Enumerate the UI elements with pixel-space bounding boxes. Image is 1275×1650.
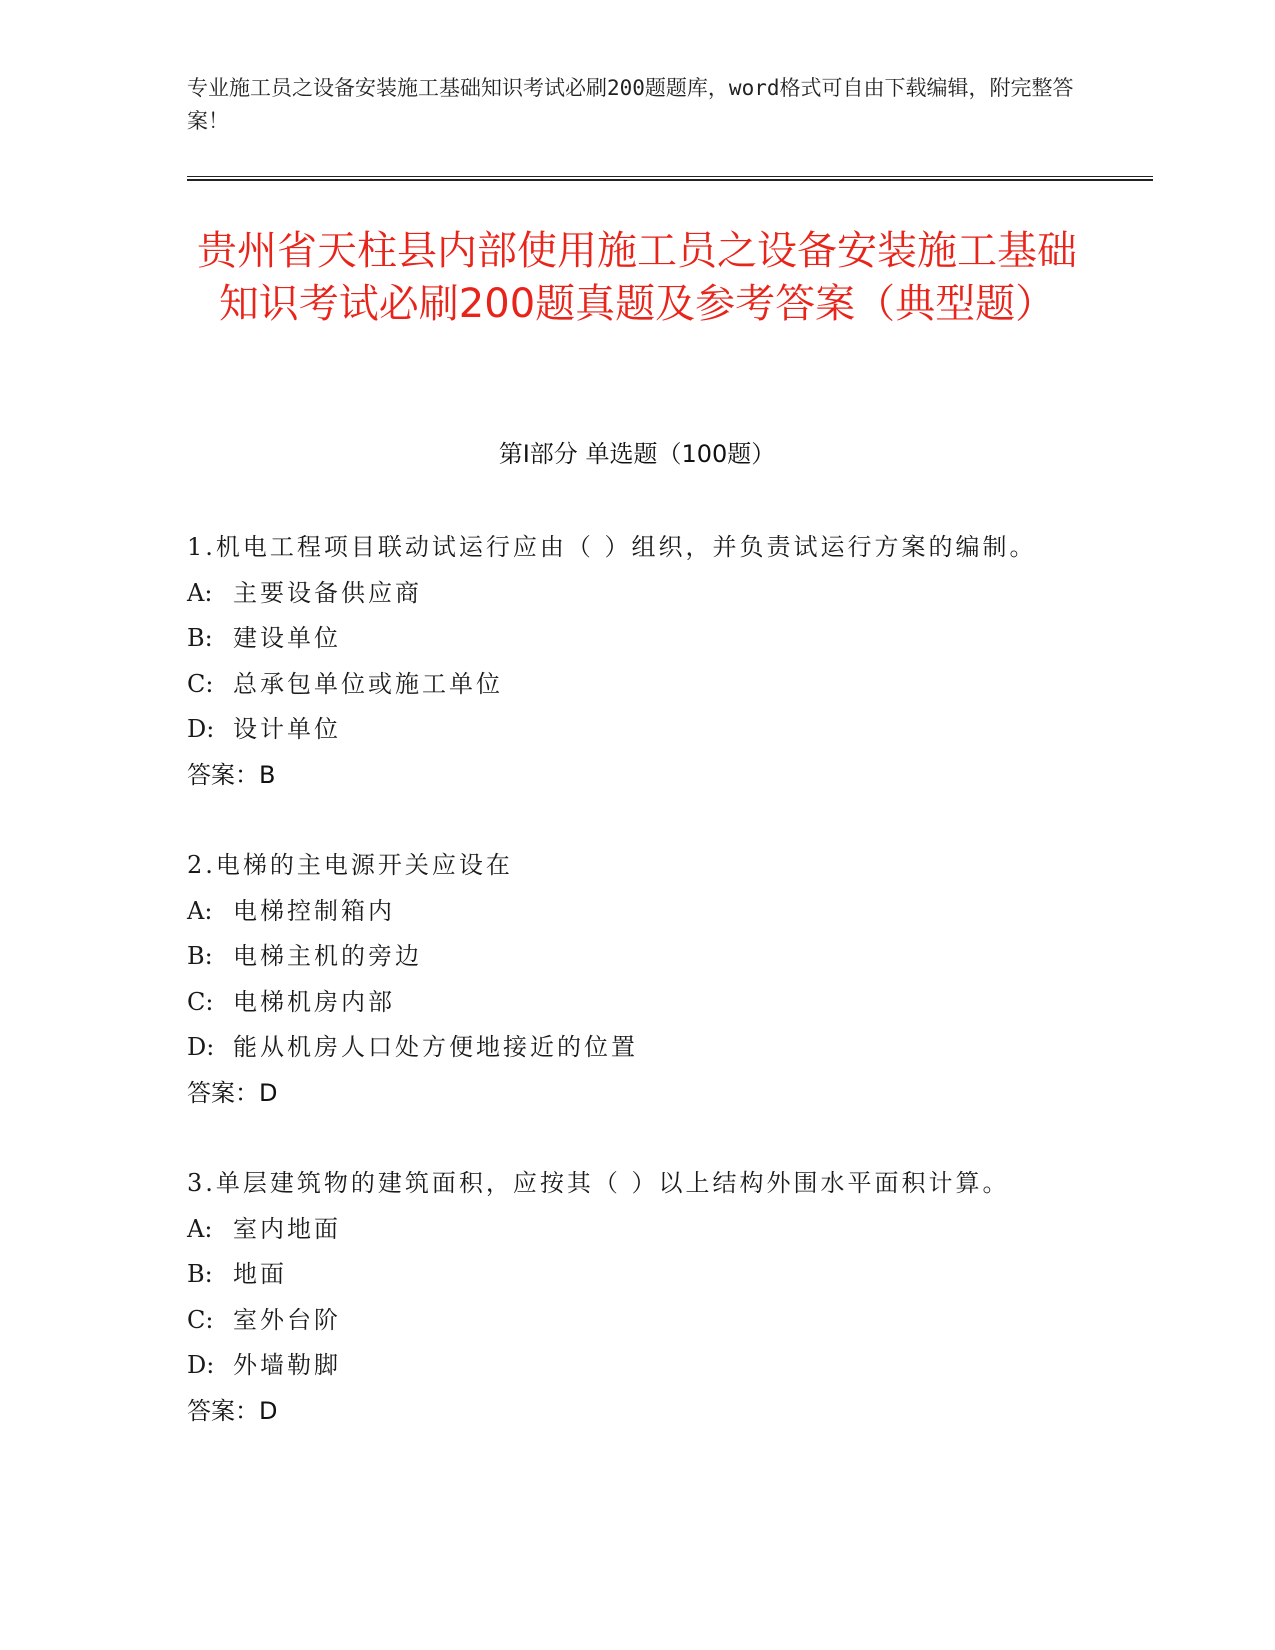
option-a [187, 571, 1087, 617]
section-title: 第I部分 单选题（100题） [498, 440, 776, 468]
answer-label: 答案：B [187, 760, 276, 789]
option-text: 设计单位 [233, 715, 341, 743]
option-c [187, 1298, 1087, 1344]
option-letter: B: [187, 624, 213, 652]
question-stem: 1.机电工程项目联动试运行应由（ ）组织，并负责试运行方案的编制。 [187, 533, 1037, 561]
option-letter: D: [187, 715, 215, 743]
option-letter: A: [187, 578, 213, 607]
option-text: 总承包单位或施工单位 [233, 669, 503, 698]
option-c [187, 662, 1087, 708]
option-letter: C: [187, 1305, 214, 1334]
option-b [187, 934, 1087, 980]
option-d [187, 707, 1087, 753]
option-letter: D: [187, 1351, 215, 1379]
question-stem: 2.电梯的主电源开关应设在 [187, 851, 513, 879]
option-text: 外墙勒脚 [233, 1351, 341, 1379]
option-letter: A: [187, 1214, 213, 1243]
option-a [187, 889, 1087, 935]
option-letter: B: [187, 1260, 213, 1288]
option-text: 电梯主机的旁边 [233, 942, 422, 970]
page-header: 专业施工员之设备安装施工基础知识考试必刷200题题库，word格式可自由下载编辑，附完整答案！ [187, 76, 1074, 133]
option-b [187, 1252, 1087, 1298]
option-c [187, 980, 1087, 1026]
option-letter: B: [187, 942, 213, 970]
question-2 [187, 843, 1087, 1116]
answer-label: 答案：D [187, 1078, 278, 1107]
option-text: 地面 [233, 1260, 287, 1288]
option-text: 主要设备供应商 [233, 578, 422, 607]
question-list [187, 525, 1087, 1479]
option-letter: A: [187, 896, 213, 925]
question-stem: 3.单层建筑物的建筑面积，应按其（ ）以上结构外围水平面积计算。 [187, 1169, 1010, 1197]
option-d [187, 1343, 1087, 1389]
option-text: 电梯机房内部 [233, 987, 395, 1016]
option-letter: C: [187, 987, 214, 1016]
option-text: 电梯控制箱内 [233, 896, 395, 925]
option-d [187, 1025, 1087, 1071]
option-a [187, 1207, 1087, 1253]
option-text: 室外台阶 [233, 1305, 341, 1334]
answer-label: 答案：D [187, 1396, 278, 1425]
header-divider [187, 176, 1153, 181]
document-title: 贵州省天柱县内部使用施工员之设备安装施工基础知识考试必刷200题真题及参考答案（典型题） [197, 228, 1077, 327]
question-1 [187, 525, 1087, 798]
option-letter: C: [187, 669, 214, 698]
option-text: 能从机房人口处方便地接近的位置 [233, 1033, 638, 1061]
option-text: 建设单位 [233, 624, 341, 652]
option-b [187, 616, 1087, 662]
option-letter: D: [187, 1033, 215, 1061]
question-3 [187, 1161, 1087, 1434]
option-text: 室内地面 [233, 1214, 341, 1243]
